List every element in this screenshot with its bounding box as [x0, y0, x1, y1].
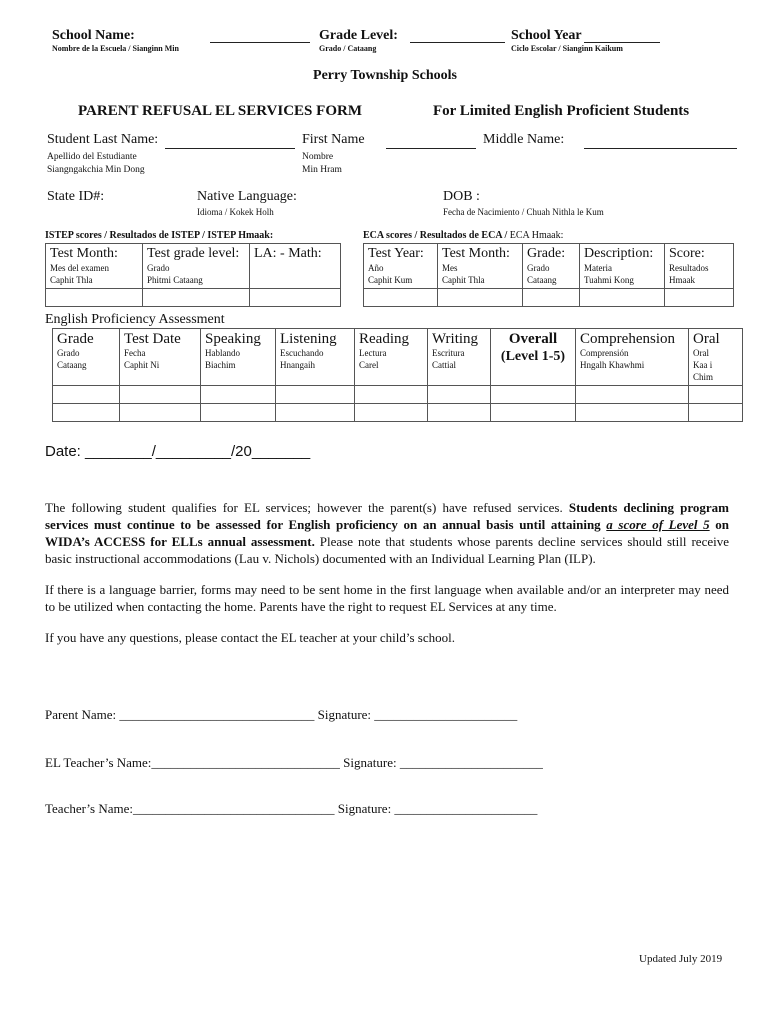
prof-cell[interactable] — [491, 404, 576, 422]
dob-sub: Fecha de Nacimiento / Chuah Nithla le Kum — [443, 207, 604, 217]
proficiency-table — [52, 328, 743, 422]
istep-cell[interactable] — [250, 289, 341, 307]
prof-cell[interactable] — [201, 386, 276, 404]
paragraph-language-barrier: If there is a language barrier, forms may need to be sent home in the first language when available and/or an interpreter may need to be utilized when contacting the home. Parents have the right to request EL Services at any time. — [45, 582, 729, 614]
eca-heading — [363, 230, 563, 241]
middle-name-field[interactable] — [584, 148, 737, 149]
eca-cell[interactable] — [364, 289, 438, 307]
prof-col-test-date: Test Date Fecha Caphit Ni — [120, 329, 201, 386]
prof-col-overall: Overall (Level 1-5) — [491, 329, 576, 386]
middle-name-label: Middle Name: — [483, 132, 565, 147]
prof-cell[interactable] — [689, 404, 743, 422]
prof-cell[interactable] — [491, 386, 576, 404]
eca-col-description: Description: Materia Tuahmi Kong — [580, 244, 665, 289]
prof-cell[interactable] — [276, 386, 355, 404]
prof-cell[interactable] — [355, 404, 428, 422]
updated-date: Updated July 2019 — [639, 953, 723, 965]
native-language-label: Native Language: — [197, 189, 297, 204]
district-name: Perry Township Schools — [313, 68, 457, 83]
eca-cell[interactable] — [580, 289, 665, 307]
grade-level-field[interactable] — [410, 42, 505, 43]
first-name-sub2: Min Hram — [302, 165, 342, 175]
eca-col-test-year: Test Year: Año Caphit Kum — [364, 244, 438, 289]
dob-label: DOB : — [443, 189, 480, 204]
eca-col-grade: Grade: Grado Cataang — [523, 244, 580, 289]
eca-heading-rest: ECA Hmaak: — [507, 230, 564, 241]
date-line[interactable]: Date: ________/_________/20_______ — [45, 443, 311, 460]
prof-cell[interactable] — [576, 404, 689, 422]
eca-table — [363, 243, 734, 307]
student-last-name-sub2: Siangngakchia Min Dong — [47, 165, 145, 175]
parent-signature-line[interactable]: Parent Name: ______________________________ Signature: ______________________ — [45, 707, 518, 722]
istep-col-la-math: LA: - Math: — [250, 244, 341, 289]
proficiency-heading: English Proficiency Assessment — [45, 312, 225, 327]
istep-cell[interactable] — [143, 289, 250, 307]
prof-cell[interactable] — [428, 386, 491, 404]
prof-col-oral: Oral Oral Kaa i Chim — [689, 329, 743, 386]
prof-cell[interactable] — [689, 386, 743, 404]
prof-col-writing: Writing Escritura Cattial — [428, 329, 491, 386]
prof-cell[interactable] — [120, 404, 201, 422]
eca-heading-bold: ECA scores / Resultados de ECA / — [363, 230, 508, 241]
eca-cell[interactable] — [438, 289, 523, 307]
istep-cell[interactable] — [46, 289, 143, 307]
prof-cell[interactable] — [53, 404, 120, 422]
prof-cell[interactable] — [53, 386, 120, 404]
first-name-label: First Name — [302, 132, 365, 147]
istep-col-test-month: Test Month: Mes del examen Caphit Thla — [46, 244, 143, 289]
eca-col-test-month: Test Month: Mes Caphit Thla — [438, 244, 523, 289]
school-name-sublabel: Nombre de la Escuela / Sianginn Min — [52, 44, 179, 53]
student-last-name-sub1: Apellido del Estudiante — [47, 152, 137, 162]
prof-col-speaking: Speaking Hablando Biachim — [201, 329, 276, 386]
form-title: PARENT REFUSAL EL SERVICES FORM — [78, 103, 362, 119]
prof-col-reading: Reading Lectura Carel — [355, 329, 428, 386]
student-last-name-label: Student Last Name: — [47, 132, 159, 147]
teacher-signature-line[interactable]: Teacher’s Name:_______________________________ Signature: ______________________ — [45, 801, 538, 816]
student-last-name-field[interactable] — [165, 148, 295, 149]
school-year-label: School Year — [511, 28, 582, 43]
prof-cell[interactable] — [428, 404, 491, 422]
prof-cell[interactable] — [201, 404, 276, 422]
state-id-label: State ID#: — [47, 189, 105, 204]
school-name-label: School Name: — [52, 28, 135, 43]
form-subtitle: For Limited English Proficient Students — [433, 103, 690, 119]
prof-col-grade: Grade Grado Cataang — [53, 329, 120, 386]
prof-cell[interactable] — [576, 386, 689, 404]
prof-cell[interactable] — [276, 404, 355, 422]
prof-col-comprehension: Comprehension Comprensión Hngalh Khawhmi — [576, 329, 689, 386]
prof-cell[interactable] — [120, 386, 201, 404]
istep-col-test-grade: Test grade level: Grado Phitmi Cataang — [143, 244, 250, 289]
school-name-field[interactable] — [210, 42, 310, 43]
el-teacher-signature-line[interactable]: EL Teacher’s Name:_____________________________ Signature: ______________________ — [45, 755, 543, 770]
eca-cell[interactable] — [665, 289, 734, 307]
prof-cell[interactable] — [355, 386, 428, 404]
eca-cell[interactable] — [523, 289, 580, 307]
istep-heading: ISTEP scores / Resultados de ISTEP / ISTEP Hmaak: — [45, 230, 274, 241]
paragraph-questions: If you have any questions, please contact the EL teacher at your child’s school. — [45, 630, 455, 645]
prof-col-listening: Listening Escuchando Hnangaih — [276, 329, 355, 386]
native-language-sub: Idioma / Kokek Holh — [197, 207, 274, 217]
first-name-sub1: Nombre — [302, 152, 334, 162]
grade-level-sublabel: Grado / Cataang — [319, 44, 377, 53]
paragraph-refusal: The following student qualifies for EL services; however the parent(s) have refused services. Students declining program services must continue to be assessed for English proficiency on an annual basis until attaining a score of Level 5 on WIDA’s ACCESS for ELLs annual assessment. Please note that students whose parents decline services should still receive basic instructional accommodations (Lau v. Nichols) documented with an Individual Learning Plan (ILP). — [45, 500, 730, 566]
eca-col-score: Score: Resultados Hmaak — [665, 244, 734, 289]
first-name-field[interactable] — [386, 148, 476, 149]
school-year-sublabel: Ciclo Escolar / Sianginn Kaikum — [511, 44, 623, 53]
istep-table — [45, 243, 341, 307]
grade-level-label: Grade Level: — [319, 28, 398, 43]
